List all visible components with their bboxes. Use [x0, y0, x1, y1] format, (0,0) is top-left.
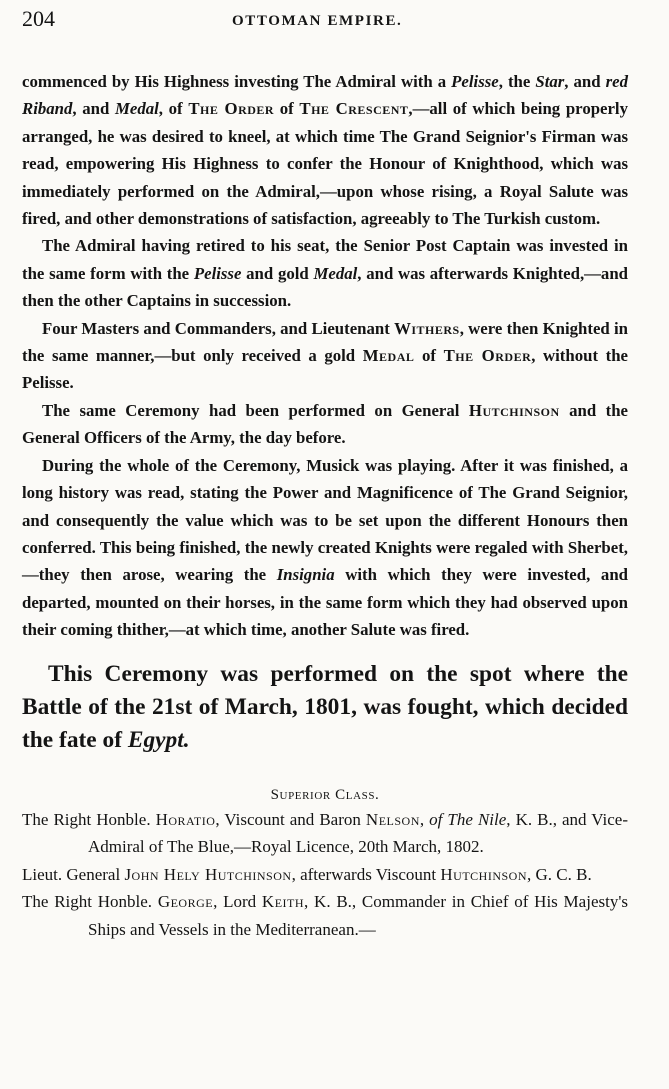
page-number: 204: [22, 6, 55, 31]
paragraph-ceremony: During the whole of the Ceremony, Musick was playing. After it was finished, a long history was read, stating the Power and Magnificence of The Grand Seignior, and consequently the value which was to be set upon the different Honours then conferred. This being finished, the newly created Knights were regaled with Sherbet,—they then arose, wearing the Insignia with which they were invested, and departed, mounted on their horses, in the same form which they had observed upon their coming thither,—at which time, another Salute was fired.: [22, 455, 628, 640]
list-item: Lieut. General John Hely Hutchinson, afterwards Viscount Hutchinson, G. C. B.: [22, 864, 592, 884]
section-heading: Superior Class.: [270, 786, 380, 803]
paragraph-hutchinson: The same Ceremony had been performed on General Hutchinson and the General Officers of the Army, the day before.: [22, 400, 628, 448]
paragraph-masters: Four Masters and Commanders, and Lieutenant Withers, were then Knighted in the same manner,—but only received a gold Medal of The Order, without the Pelisse.: [22, 318, 628, 393]
ceremony-location-note: This Ceremony was performed on the spot where the Battle of the 21st of March, 1801, was fought, which decided the fate of Egypt.: [22, 660, 628, 753]
list-item: The Right Honble. Horatio, Viscount and Baron Nelson, of The Nile, K. B., and Vice-Admiral of The Blue,—Royal Licence, 20th March, 1802.: [22, 809, 628, 857]
page-header: [22, 6, 628, 38]
main-text: [22, 68, 628, 644]
knights-list: [22, 806, 628, 944]
paragraph-investiture: commenced by His Highness investing The Admiral with a Pelisse, the Star, and red Riband, and Medal, of The Order of The Crescent,—all of which being properly arranged, he was desired to kneel, at which time The Grand Seignior's Firman was read, empowering His Highness to confer the Honour of Knighthood, which was immediately performed on the Admiral,—upon whose rising, a Royal Salute was fired, and other demonstrations of satisfaction, agreeably to The Turkish custom.: [22, 72, 628, 229]
list-item: The Right Honble. George, Lord Keith, K. B., Commander in Chief of His Majesty's Ships and Vessels in the Mediterranean.—: [22, 892, 629, 939]
running-head: OTTOMAN EMPIRE.: [232, 13, 403, 29]
paragraph-post-captain: The Admiral having retired to his seat, the Senior Post Captain was invested in the same form with the Pelisse and gold Medal, and was afterwards Knighted,—and then the other Captains in succession.: [22, 236, 628, 311]
book-page: [22, 6, 628, 943]
